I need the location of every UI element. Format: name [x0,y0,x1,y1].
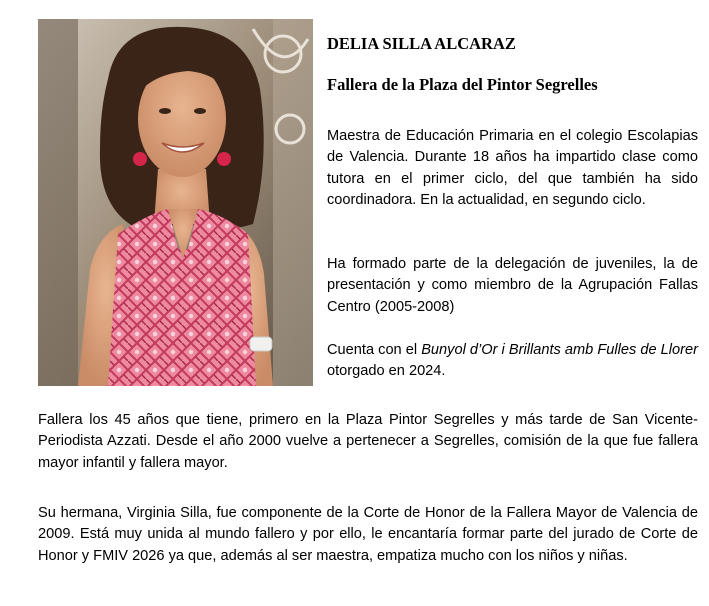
award-name: Bunyol d’Or i Brillants amb Fulles de Llorer [421,342,698,358]
portrait-photo [38,19,313,386]
bio-paragraph-delegation: Ha formado parte de la delegación de juveniles, la de presentación y como miembro de la Agrupación Fallas Centro (2005-2008) [327,256,698,315]
bio-paragraph-family: Su hermana, Virginia Silla, fue componente de la Corte de Honor de la Fallera Mayor de Valencia de 2009. Está muy unida al mundo fallero y por ello, le encantaría formar parte del jurado de Corte de Honor y FMIV 2026 ya que, además al ser maestra, empatiza mucho con los niños y niñas. [38,505,698,564]
award-intro-text: Cuenta con el [327,342,422,358]
profile-role: Fallera de la Plaza del Pintor Segrelles [327,75,598,94]
bio-paragraph-teaching: Maestra de Educación Primaria en el colegio Escolapias de Valencia. Durante 18 años ha impartido clase como tutora en el primer ciclo, del que también ha sido coordinadora. En la actualidad, en segundo ciclo. [327,128,698,209]
bio-paragraph-fallera-history: Fallera los 45 años que tiene, primero en la Plaza Pintor Segrelles y más tarde de San Vicente-Periodista Azzati. Desde el año 2000 vuelve a pertenecer a Segrelles, comisión de la que fue fallera mayor infantil y fallera mayor. [38,412,698,471]
profile-name: DELIA SILLA ALCARAZ [327,34,516,53]
bio-paragraph-award [327,340,698,383]
award-outro-text: otorgado en 2024. [327,363,446,380]
